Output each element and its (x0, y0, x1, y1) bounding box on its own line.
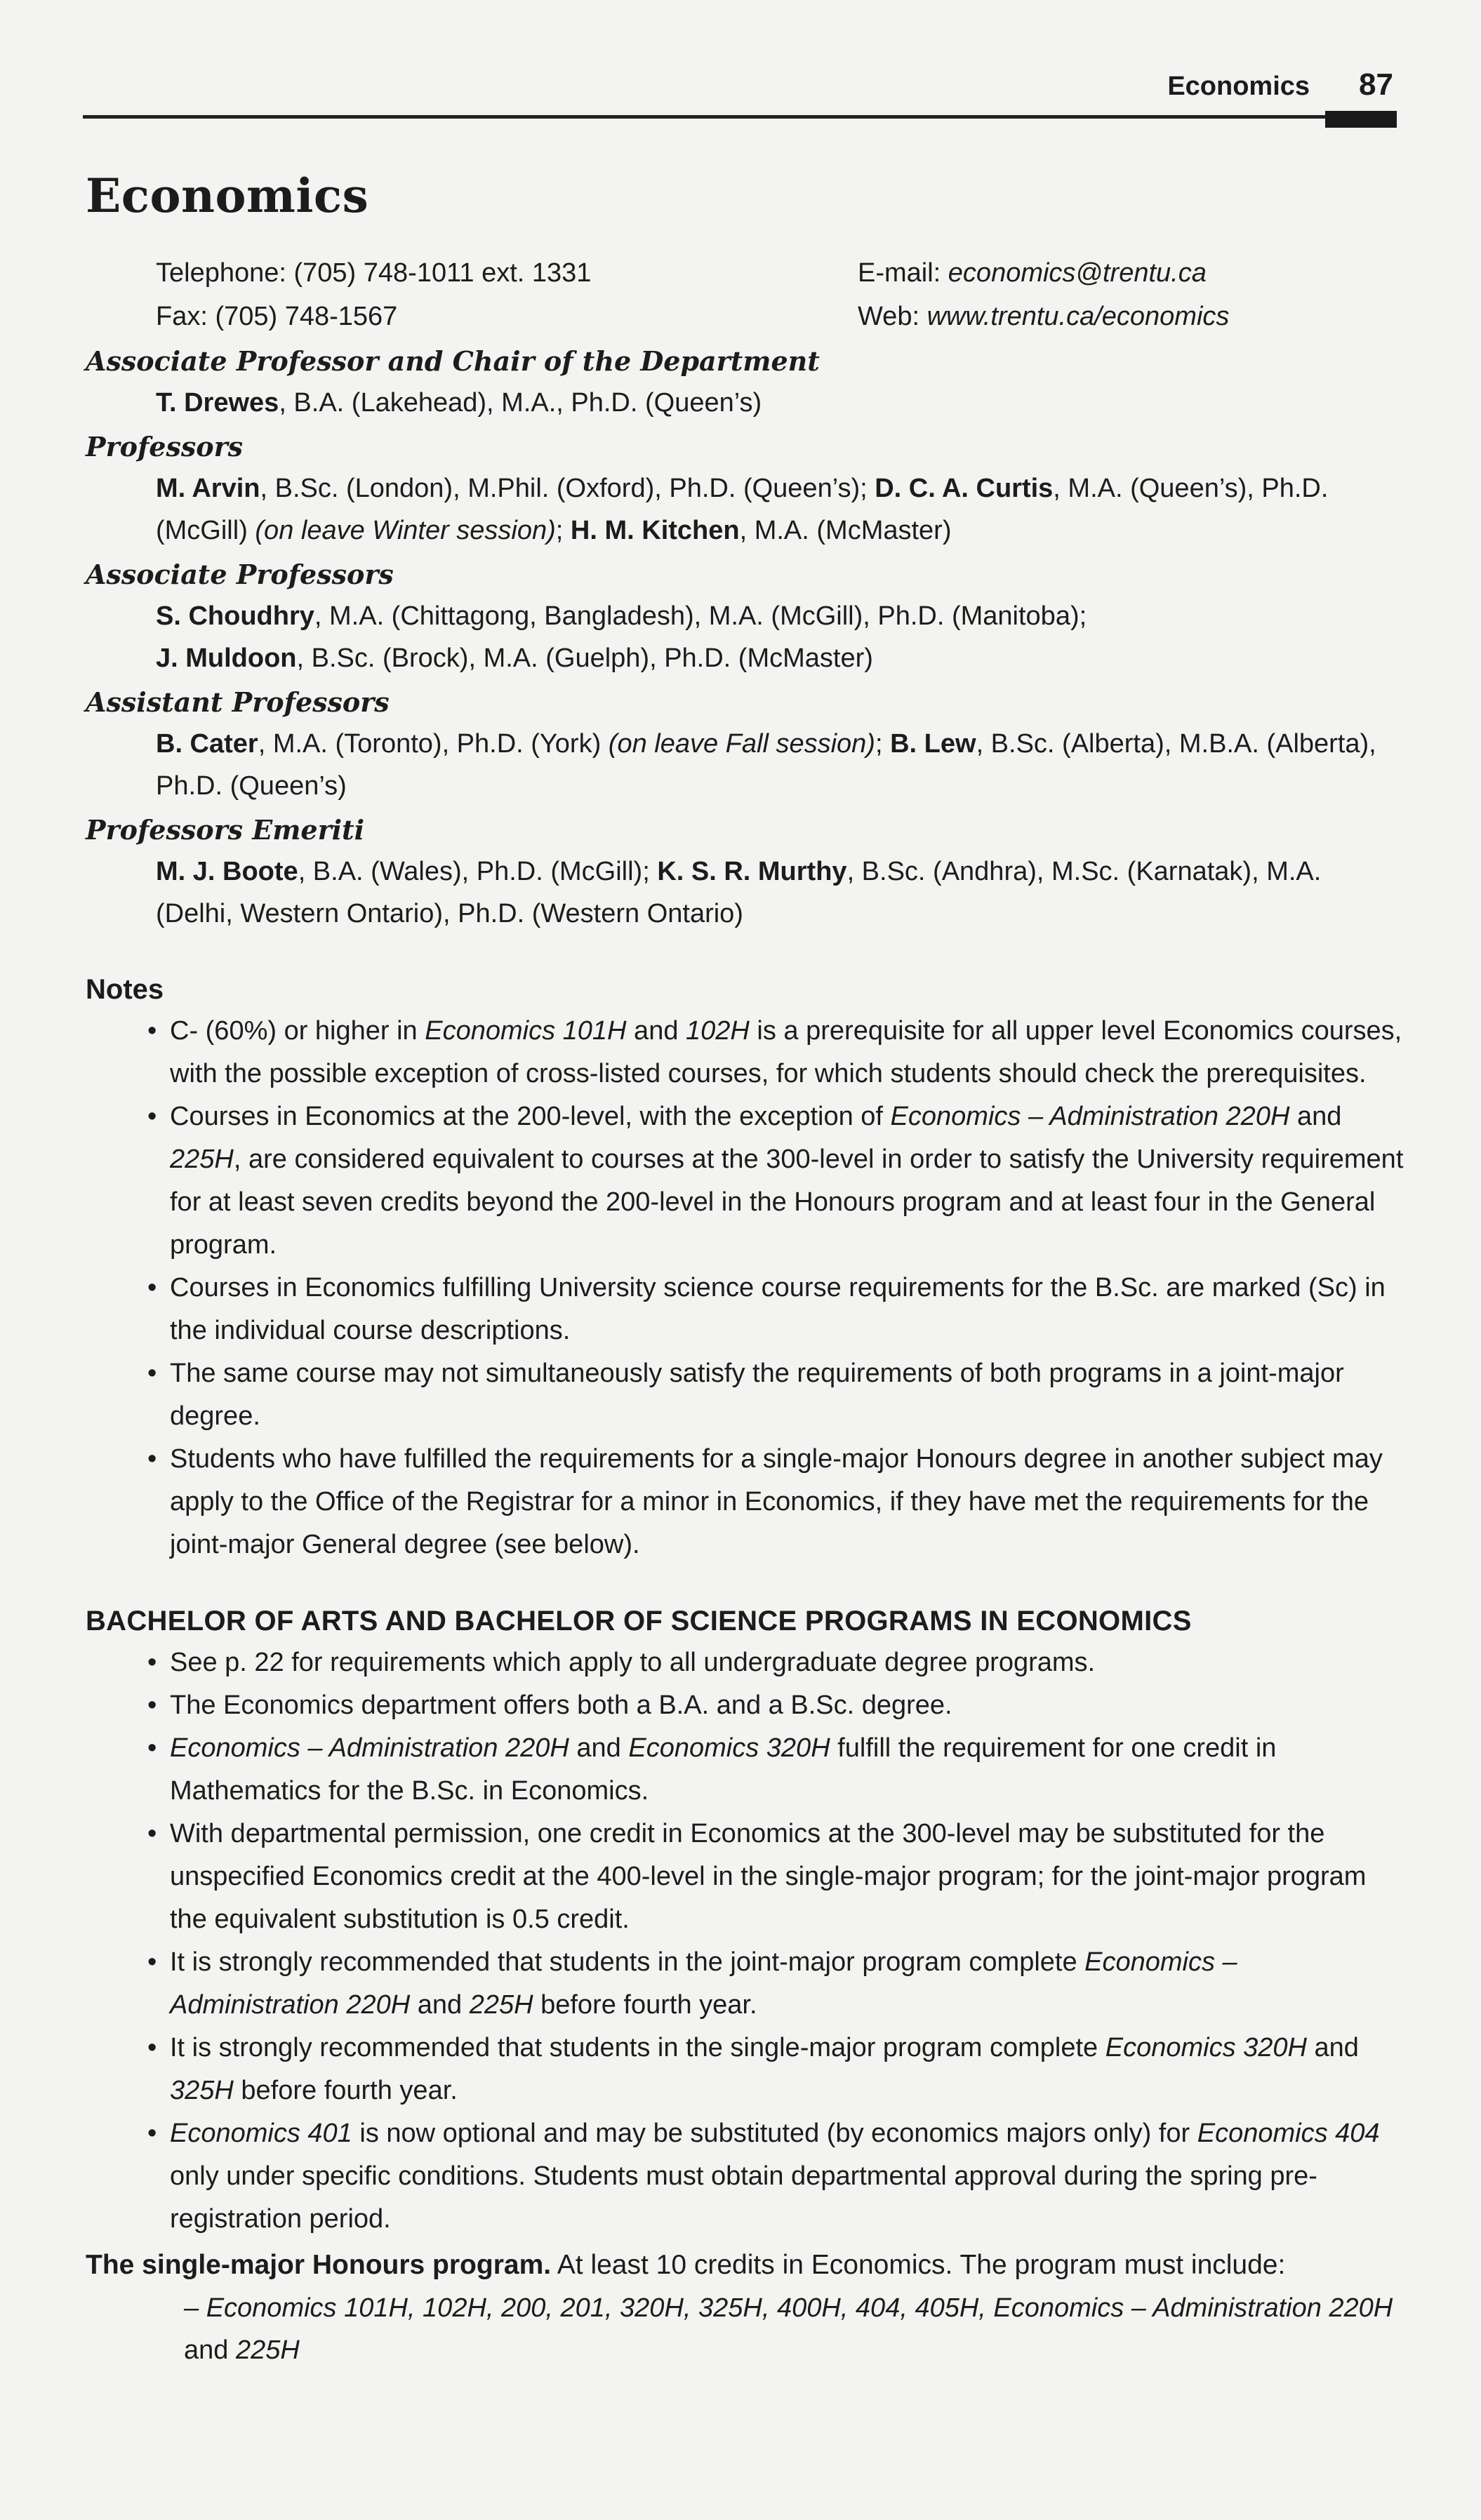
course-ref: 225H (469, 1990, 533, 2020)
web-link[interactable]: www.trentu.ca/economics (927, 302, 1230, 331)
assistant-professors-heading: Assistant Professors (86, 686, 390, 718)
course-ref: Economics – Administration 220H (170, 1947, 1237, 2020)
telephone: Telephone: (705) 748-1011 ext. 1331 (156, 258, 592, 288)
member-credentials: , M.A. (McMaster) (739, 516, 952, 545)
course-ref: Economics – Administration 220H (170, 1733, 569, 1763)
note-text: Students who have fulfilled the requirements for a single-major Honours degree in another subject may apply to the Office of the Registrar for a minor in Economics, if they have met the requirements for the joint-major General degree (see below). (170, 1444, 1383, 1559)
list-item (170, 1095, 1405, 1267)
course-ref: 225H (235, 2335, 300, 2365)
note-text: The same course may not simultaneously satisfy the requirements of both programs in a joint-major degree. (170, 1359, 1344, 1431)
note-text: With departmental permission, one credit in Economics at the 300-level may be substituted for the unspecified Economics credit at the 400-level in the single-major program; for the joint-major program the equivalent substitution is 0.5 credit. (170, 1819, 1367, 1934)
honours-program (86, 2244, 1405, 2287)
professors-emeriti-list (156, 851, 1405, 935)
list-item (170, 1641, 1405, 1684)
course-ref: Economics 320H (1105, 2033, 1307, 2062)
notes-list (86, 1010, 1405, 1566)
member-name: B. Lew (890, 729, 976, 759)
course-ref: 225H (170, 1145, 234, 1174)
email-line (858, 251, 1419, 295)
member-credentials: , B.Sc. (Alberta), M.B.A. (Alberta), Ph.D. (Queen’s) (156, 729, 1376, 801)
course-ref: Economics 401 (170, 2119, 352, 2148)
member-name: T. Drewes (156, 388, 279, 418)
note-text: before fourth year. (233, 2076, 458, 2105)
note-text: and (626, 1016, 686, 1046)
header-rule (83, 115, 1395, 119)
email-label: E-mail: (858, 258, 948, 288)
note-text: fulfill the requirement for one credit in Mathematics for the B.Sc. in Economics. (170, 1733, 1277, 1806)
course-ref: Economics – Administration 220H (890, 1102, 1290, 1131)
member-name: J. Muldoon (156, 644, 297, 673)
note-text: and (410, 1990, 470, 2020)
note-text: It is strongly recommended that students in the single-major program complete (170, 2033, 1105, 2062)
note-text: See p. 22 for requirements which apply to all undergraduate degree programs. (170, 1648, 1096, 1677)
contact-block (156, 251, 1405, 338)
note-text: Courses in Economics at the 200-level, with the exception of (170, 1102, 891, 1131)
course-ref: Economics 101H (425, 1016, 627, 1046)
honours-heading: The single-major Honours program. (86, 2250, 552, 2280)
programs-list (86, 1641, 1405, 2241)
separator: ; (555, 516, 571, 545)
email-link[interactable]: economics@trentu.ca (948, 258, 1207, 288)
header-rule-tab (1325, 111, 1397, 128)
chair-heading: Associate Professor and Chair of the Department (86, 345, 820, 377)
professors-heading: Professors (86, 431, 244, 462)
leave-note: (on leave Fall session) (608, 729, 875, 759)
professors-list (156, 467, 1405, 552)
member-credentials: , B.Sc. (Brock), M.A. (Guelph), Ph.D. (McMaster) (296, 644, 873, 673)
note-text: The Economics department offers both a B.A. and a B.Sc. degree. (170, 1691, 952, 1720)
course-ref: Economics 404 (1197, 2119, 1380, 2148)
list-item (170, 1438, 1405, 1566)
member-name: M. Arvin (156, 474, 260, 503)
member-credentials: , B.Sc. (London), M.Phil. (Oxford), Ph.D. (Queen’s); (260, 474, 875, 503)
fax: Fax: (705) 748-1567 (156, 302, 398, 331)
note-text: and (569, 1733, 629, 1763)
list-item (170, 1727, 1405, 1813)
note-text: and (1289, 1102, 1342, 1131)
member-credentials: , M.A. (Queen’s), Ph.D. (McGill) (156, 474, 1329, 545)
associate-professors-heading: Associate Professors (86, 559, 394, 590)
page-title: Economics (86, 168, 369, 223)
list-item (170, 1352, 1405, 1438)
member-name: B. Cater (156, 729, 258, 759)
member-name: S. Choudhry (156, 601, 314, 631)
course-ref: 102H (686, 1016, 750, 1046)
list-item (170, 1684, 1405, 1727)
note-text: C- (60%) or higher in (170, 1016, 425, 1046)
note-text: and (1306, 2033, 1359, 2062)
list-item (170, 2112, 1405, 2241)
member-name: K. S. R. Murthy (657, 857, 847, 886)
course-list: – Economics 101H, 102H, 200, 201, 320H, 325H, 400H, 404, 405H, Economics – Administration 220H (184, 2293, 1393, 2323)
web-line (858, 295, 1419, 338)
member-credentials: , M.A. (Toronto), Ph.D. (York) (258, 729, 609, 759)
note-text: only under specific conditions. Students must obtain departmental approval during the spring pre-registration period. (170, 2161, 1317, 2234)
running-head-section: Economics (1167, 72, 1310, 101)
note-text: , are considered equivalent to courses at the 300-level in order to satisfy the University requirement for at least seven credits beyond the 200-level in the Honours program and at least four in the General program. (170, 1145, 1404, 1260)
list-item (170, 2027, 1405, 2112)
page-number: 87 (1359, 67, 1393, 102)
leave-note: (on leave Winter session) (255, 516, 556, 545)
member-credentials: , B.A. (Lakehead), M.A., Ph.D. (Queen’s) (279, 388, 762, 418)
running-head (1167, 67, 1393, 102)
note-text: is now optional and may be substituted (by economics majors only) for (352, 2119, 1197, 2148)
list-item (170, 1010, 1405, 1095)
member-name: D. C. A. Curtis (875, 474, 1054, 503)
list-item (156, 637, 1405, 679)
list-item (170, 1941, 1405, 2027)
assistant-professors-list (156, 723, 1405, 807)
programs-heading: BACHELOR OF ARTS AND BACHELOR OF SCIENCE PROGRAMS IN ECONOMICS (86, 1606, 1192, 1636)
honours-text: At least 10 credits in Economics. The program must include: (551, 2250, 1286, 2280)
notes-heading: Notes (86, 974, 164, 1005)
associate-professors-list (156, 595, 1405, 679)
course-ref: 325H (170, 2076, 234, 2105)
note-text: Courses in Economics fulfilling University science course requirements for the B.Sc. are marked (Sc) in the individual course descriptions. (170, 1273, 1386, 1345)
member-name: M. J. Boote (156, 857, 298, 886)
honours-requirements (184, 2287, 1405, 2371)
separator: ; (875, 729, 891, 759)
note-text: It is strongly recommended that students in the joint-major program complete (170, 1947, 1085, 1977)
list-item (170, 1813, 1405, 1941)
professors-emeriti-heading: Professors Emeriti (86, 814, 365, 846)
member-name: H. M. Kitchen (570, 516, 740, 545)
note-text: before fourth year. (533, 1990, 757, 2020)
member-credentials: , M.A. (Chittagong, Bangladesh), M.A. (McGill), Ph.D. (Manitoba); (314, 601, 1087, 631)
page-content (86, 168, 1405, 2371)
list-item (170, 1267, 1405, 1352)
member-credentials: , B.A. (Wales), Ph.D. (McGill); (298, 857, 658, 886)
list-item (156, 595, 1405, 637)
member-credentials: , B.Sc. (Andhra), M.Sc. (Karnatak), M.A. (Delhi, Western Ontario), Ph.D. (Western Ontario) (156, 857, 1322, 928)
conjunction: and (184, 2335, 236, 2365)
course-ref: Economics 320H (628, 1733, 830, 1763)
note-text: is a prerequisite for all upper level Economics courses, with the possible exception of cross-listed courses, for which students should check the prerequisites. (170, 1016, 1402, 1088)
chair-member (156, 382, 1405, 424)
web-label: Web: (858, 302, 927, 331)
